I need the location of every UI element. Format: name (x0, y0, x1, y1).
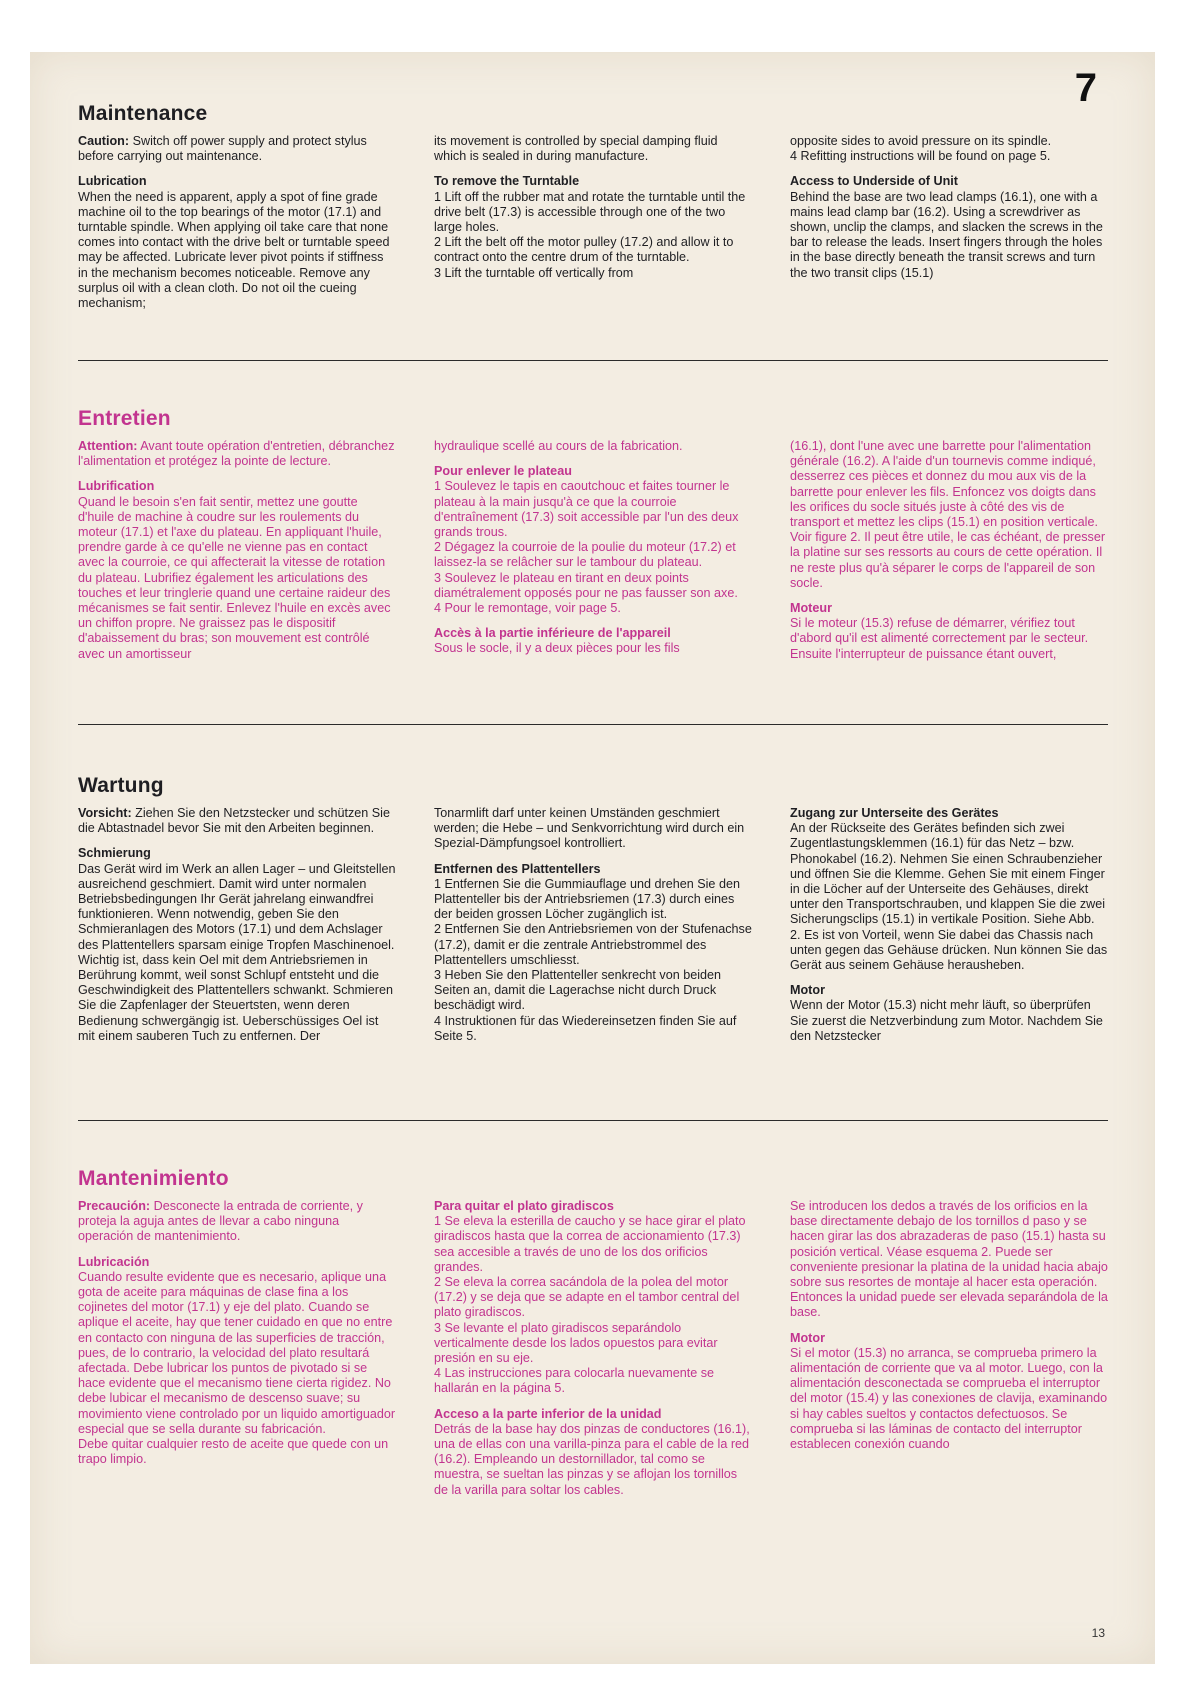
paragraph: Sous le socle, il y a deux pièces pour les fils (434, 641, 680, 656)
paragraph: Tonarmlift darf unter keinen Umständen geschmiert werden; die Hebe – und Senkvorrichtung wird durch ein Spezial-Dämpfungsoel kontrolliert. (434, 806, 745, 851)
subheading: Para quitar el plato giradiscos (434, 1199, 614, 1213)
divider (78, 724, 1108, 725)
column-1 (78, 439, 396, 672)
subheading: Moteur (790, 601, 832, 616)
paragraph: (16.1), dont l'une avec une barrette pour l'alimentation générale (16.2). A l'aide d'un tournevis comme indiqué, desserrez ces pièces et donnez du mou aux vis de la barrette pour enlever les fils. Enfoncez vos doigts dans les orifices du socle situés juste à côté des vis de transport et mettez les clips (15.1) en position verticale. Voir figure 2. Il peut être utile, le cas échéant, de presser la platine sur ses ressorts au cours de cette opération. Il ne reste plus qu'à séparer le corps de l'appareil de son socle. (790, 439, 1106, 590)
paragraph: Cuando resulte evidente que es necesario, aplique una gota de aceite para máquinas de clase fina a los cojinetes del motor (17.1) y eje del plato. Cuando se aplique el aceite, hay que tener cuidado en que no entre en contacto con ninguna de las superficies de tracción, pues, de lo contrario, la velocidad del plato resultará afectada. Debe lubricar los puntos de pivotado si se hace evidente que el mecanismo tiene cierta rigidez. No debe lubicar el mecanismo de descenso suave; su movimiento viene controlado por un liquido amortiguador especial que se sella durante su fabricación. Debe quitar cualquier resto de aceite que quede con un trapo limpio. (78, 1269, 396, 1467)
column-1 (78, 1199, 396, 1508)
section-title: Wartung (78, 774, 164, 797)
subheading: Motor (790, 1330, 825, 1345)
paragraph: opposite sides to avoid pressure on its spindle. 4 Refitting instructions will be found on page 5. (790, 134, 1052, 164)
paragraph: Das Gerät wird im Werk an allen Lager – und Gleitstellen ausreichend geschmiert. Damit wird unter normalen Betriebsbedingungen Ihr Gerät jahrelang einwandfrei funktionieren. Wenn notwendig, geben Sie den Schmieranlagen des Motors (17.1) und dem Achslager des Plattentellers sparsam einige Tropfen Maschinenoel. Wichtig ist, dass kein Oel mit dem Antriebsriemen in Berührung kommt, weil sonst Schlupf entsteht und die Geschwindigkeit des Plattentellers schwankt. Schmieren Sie die Zapfenlager der Steuertsten, wenn deren Bedienung schwergängig ist. Ueberschüssiges Oel ist mit einem sauberen Tuch zu entfernen. Der (78, 861, 396, 1043)
paragraph: Si le moteur (15.3) refuse de démarrer, vérifiez tout d'abord qu'il est alimenté correctement par le secteur. Ensuite l'interrupteur de puissance étant ouvert, (790, 616, 1089, 661)
caution-label: Attention: (78, 439, 138, 453)
paragraph: When the need is apparent, apply a spot of fine grade machine oil to the top bearings of the motor (17.1) and turntable spindle. When applying oil take care that none comes into contact with the drive belt or turntable speed may be affected. Lubricate lever pivot points if stiffness in the mechanism becomes noticeable. Remove any surplus oil with a clean cloth. Do not oil the cueing mechanism; (78, 189, 390, 311)
page-folio: 13 (1091, 1626, 1105, 1640)
paragraph: 1 Se eleva la esterilla de caucho y se hace girar el plato giradiscos hasta que la correa de accionamiento (17.3) sea accesible a través de uno de los dos orificios grandes. 2 Se eleva la correa sacándola de la polea del motor (17.2) y se deja que se adapte en el tambor central del plato giradiscos. 3 Se levante el plato giradiscos separándolo verticalmente desde los lados opuestos para evitar presión en su eje. 4 Las instrucciones para colocarla nuevamente se hallarán en la página 5. (434, 1214, 746, 1396)
section-title: Maintenance (78, 102, 208, 125)
manual-page (30, 52, 1155, 1664)
paragraph: 1 Entfernen Sie die Gummiauflage und drehen Sie den Plattenteller bis der Antriebsriemen (17.3) durch eines der beiden grossen Löcher zugänglich ist. 2 Entfernen Sie den Antriebsriemen von der Stufenachse (17.2), damit er die zentrale Antriebstrommel des Plattentellers umschliesst. 3 Heben Sie den Plattenteller senkrecht von beiden Seiten an, damit die Lagerachse nicht durch Druck beschädigt wird. 4 Instruktionen für das Wiedereinsetzen finden Sie auf Seite 5. (434, 876, 752, 1043)
column-1 (78, 806, 396, 1054)
column-3 (790, 806, 1108, 1054)
paragraph: Behind the base are two lead clamps (16.1), one with a mains lead clamp bar (16.2). Using a screwdriver as shown, unclip the clamps, and slacken the screws in the bar to release the leads. Insert fingers through the holes in the base directly beneath the transit screws and turn the two transit clips (15.1) (790, 189, 1103, 280)
section-maintenance-en (78, 102, 1108, 321)
subheading: Entfernen des Plattentellers (434, 861, 601, 876)
subheading: Accès à la partie inférieure de l'appareil (434, 626, 671, 641)
caution-text: Switch off power supply and protect stylus before carrying out maintenance. (78, 134, 367, 164)
divider (78, 1120, 1108, 1121)
paragraph: Si el motor (15.3) no arranca, se comprueba primero la alimentación de corriente que va al motor. Luego, con la alimentación desconectada se comprueba el interruptor del motor (15.4) y las conexiones de clavija, examinando si hay cables sueltos y contactos defectuosos. Se comprueba si las láminas de contacto del interruptor establecen conexión cuando (790, 1345, 1108, 1452)
page-number: 7 (1074, 66, 1097, 110)
column-2 (434, 1199, 752, 1508)
divider (78, 360, 1108, 361)
paragraph: hydraulique scellé au cours de la fabrication. (434, 439, 683, 453)
subheading: Zugang zur Unterseite des Gerätes (790, 806, 999, 820)
section-title: Entretien (78, 407, 171, 430)
paragraph: Detrás de la base hay dos pinzas de conductores (16.1), una de ellas con una varilla-pinza para el cable de la red (16.2). Empleando un destornillador, tal como se muestra, se sueltan las pinzas y se aflojan los tornillos de la varilla para soltar los cables. (434, 1421, 750, 1497)
subheading: Acceso a la parte inferior de la unidad (434, 1406, 662, 1421)
paragraph: Se introducen los dedos a través de los orificios en la base directamente debajo de los tornillos d paso y se hacen girar las dos abrazaderas de paso (15.1) hasta su posición vertical. Véase esquema 2. Puede ser conveniente presionar la platina de la unidad hacia abajo sobre sus resortes de montaje al hacer esta operación. Entonces la unidad puede ser elevada separándola de la base. (790, 1199, 1108, 1320)
section-title: Mantenimiento (78, 1167, 229, 1190)
subheading: To remove the Turntable (434, 174, 580, 189)
column-2 (434, 806, 752, 1054)
caution-label: Vorsicht: (78, 806, 132, 820)
column-1 (78, 134, 396, 321)
column-3 (790, 134, 1108, 321)
caution-text: Avant toute opération d'entretien, débranchez l'alimentation et protégez la pointe de lecture. (78, 439, 395, 469)
column-3 (790, 1199, 1108, 1508)
caution-label: Caution: (78, 134, 130, 148)
subheading: Access to Underside of Unit (790, 174, 958, 189)
paragraph: 1 Soulevez le tapis en caoutchouc et faites tourner le plateau à la main jusqu'à ce que la courroie d'entraînement (17.3) soit accessible par l'un des deux grands trous. 2 Dégagez la courroie de la poulie du moteur (17.2) et laissez-la se relâcher sur le tambour du plateau. 3 Soulevez le plateau en tirant en deux points diamétralement opposés pour ne pas fausser son axe. 4 Pour le remontage, voir page 5. (434, 479, 739, 616)
column-3 (790, 439, 1108, 672)
paragraph: its movement is controlled by special damping fluid which is sealed in during manufacture. (434, 134, 718, 164)
subheading: Schmierung (78, 846, 151, 861)
subheading: Pour enlever le plateau (434, 464, 572, 479)
paragraph: Quand le besoin s'en fait sentir, mettez une goutte d'huile de machine à coudre sur les roulements du moteur (17.1) et l'axe du plateau. En appliquant l'huile, prendre garde à ce qu'elle ne vienne pas en contact avec la courroie, ce qui affecterait la vitesse de rotation du plateau. Lubrifiez également les articulations des touches et leur tringlerie quand une certaine raideur des mécanismes se fait sentir. Enlevez l'huile en excès avec un chiffon propre. Ne graissez pas le dispositif d'abaissement du bras; son mouvement est contrôlé avec un amortisseur (78, 494, 391, 661)
caution-text: Ziehen Sie den Netzstecker und schützen Sie die Abtastnadel bevor Sie mit den Arbeiten beginnen. (78, 806, 390, 836)
column-2 (434, 134, 752, 321)
caution-text: Desconecte la entrada de corriente, y proteja la aguja antes de llevar a cabo ninguna operación de mantenimiento. (78, 1199, 363, 1244)
subheading: Lubricación (78, 1254, 150, 1269)
section-mantenimiento-es (78, 1167, 1108, 1508)
paragraph: An der Rückseite des Gerätes befinden sich zwei Zugentlastungsklemmen (16.1) für das Netz – bzw. Phonokabel (16.2). Nehmen Sie einen Schraubenzieher und öffnen Sie die Klemme. Gehen Sie mit einem Finger in die Löcher auf der Unterseite des Gehäuses, direkt unter den Transportschrauben, und klappen Sie die zwei Sicherungsclips (15.1) in vertikale Position. Siehe Abb. 2. Es ist von Vorteil, wenn Sie dabei das Chassis nach unten gegen das Gehäuse drücken. Nun können Sie das Gerät aus seinem Gehäuse herausheben. (790, 821, 1108, 973)
section-wartung-de (78, 774, 1108, 1054)
subheading: Lubrication (78, 174, 147, 189)
column-2 (434, 439, 752, 672)
paragraph: Wenn der Motor (15.3) nicht mehr läuft, so überprüfen Sie zuerst die Netzverbindung zum Motor. Nachdem Sie den Netzstecker (790, 998, 1103, 1043)
paragraph: 1 Lift off the rubber mat and rotate the turntable until the drive belt (17.3) is accessible through one of the two large holes. 2 Lift the belt off the motor pulley (17.2) and allow it to contract onto the centre drum of the turntable. 3 Lift the turntable off vertically from (434, 189, 746, 280)
subheading: Motor (790, 983, 825, 998)
caution-label: Precaución: (78, 1199, 151, 1213)
section-entretien-fr (78, 407, 1108, 672)
subheading: Lubrification (78, 479, 155, 494)
